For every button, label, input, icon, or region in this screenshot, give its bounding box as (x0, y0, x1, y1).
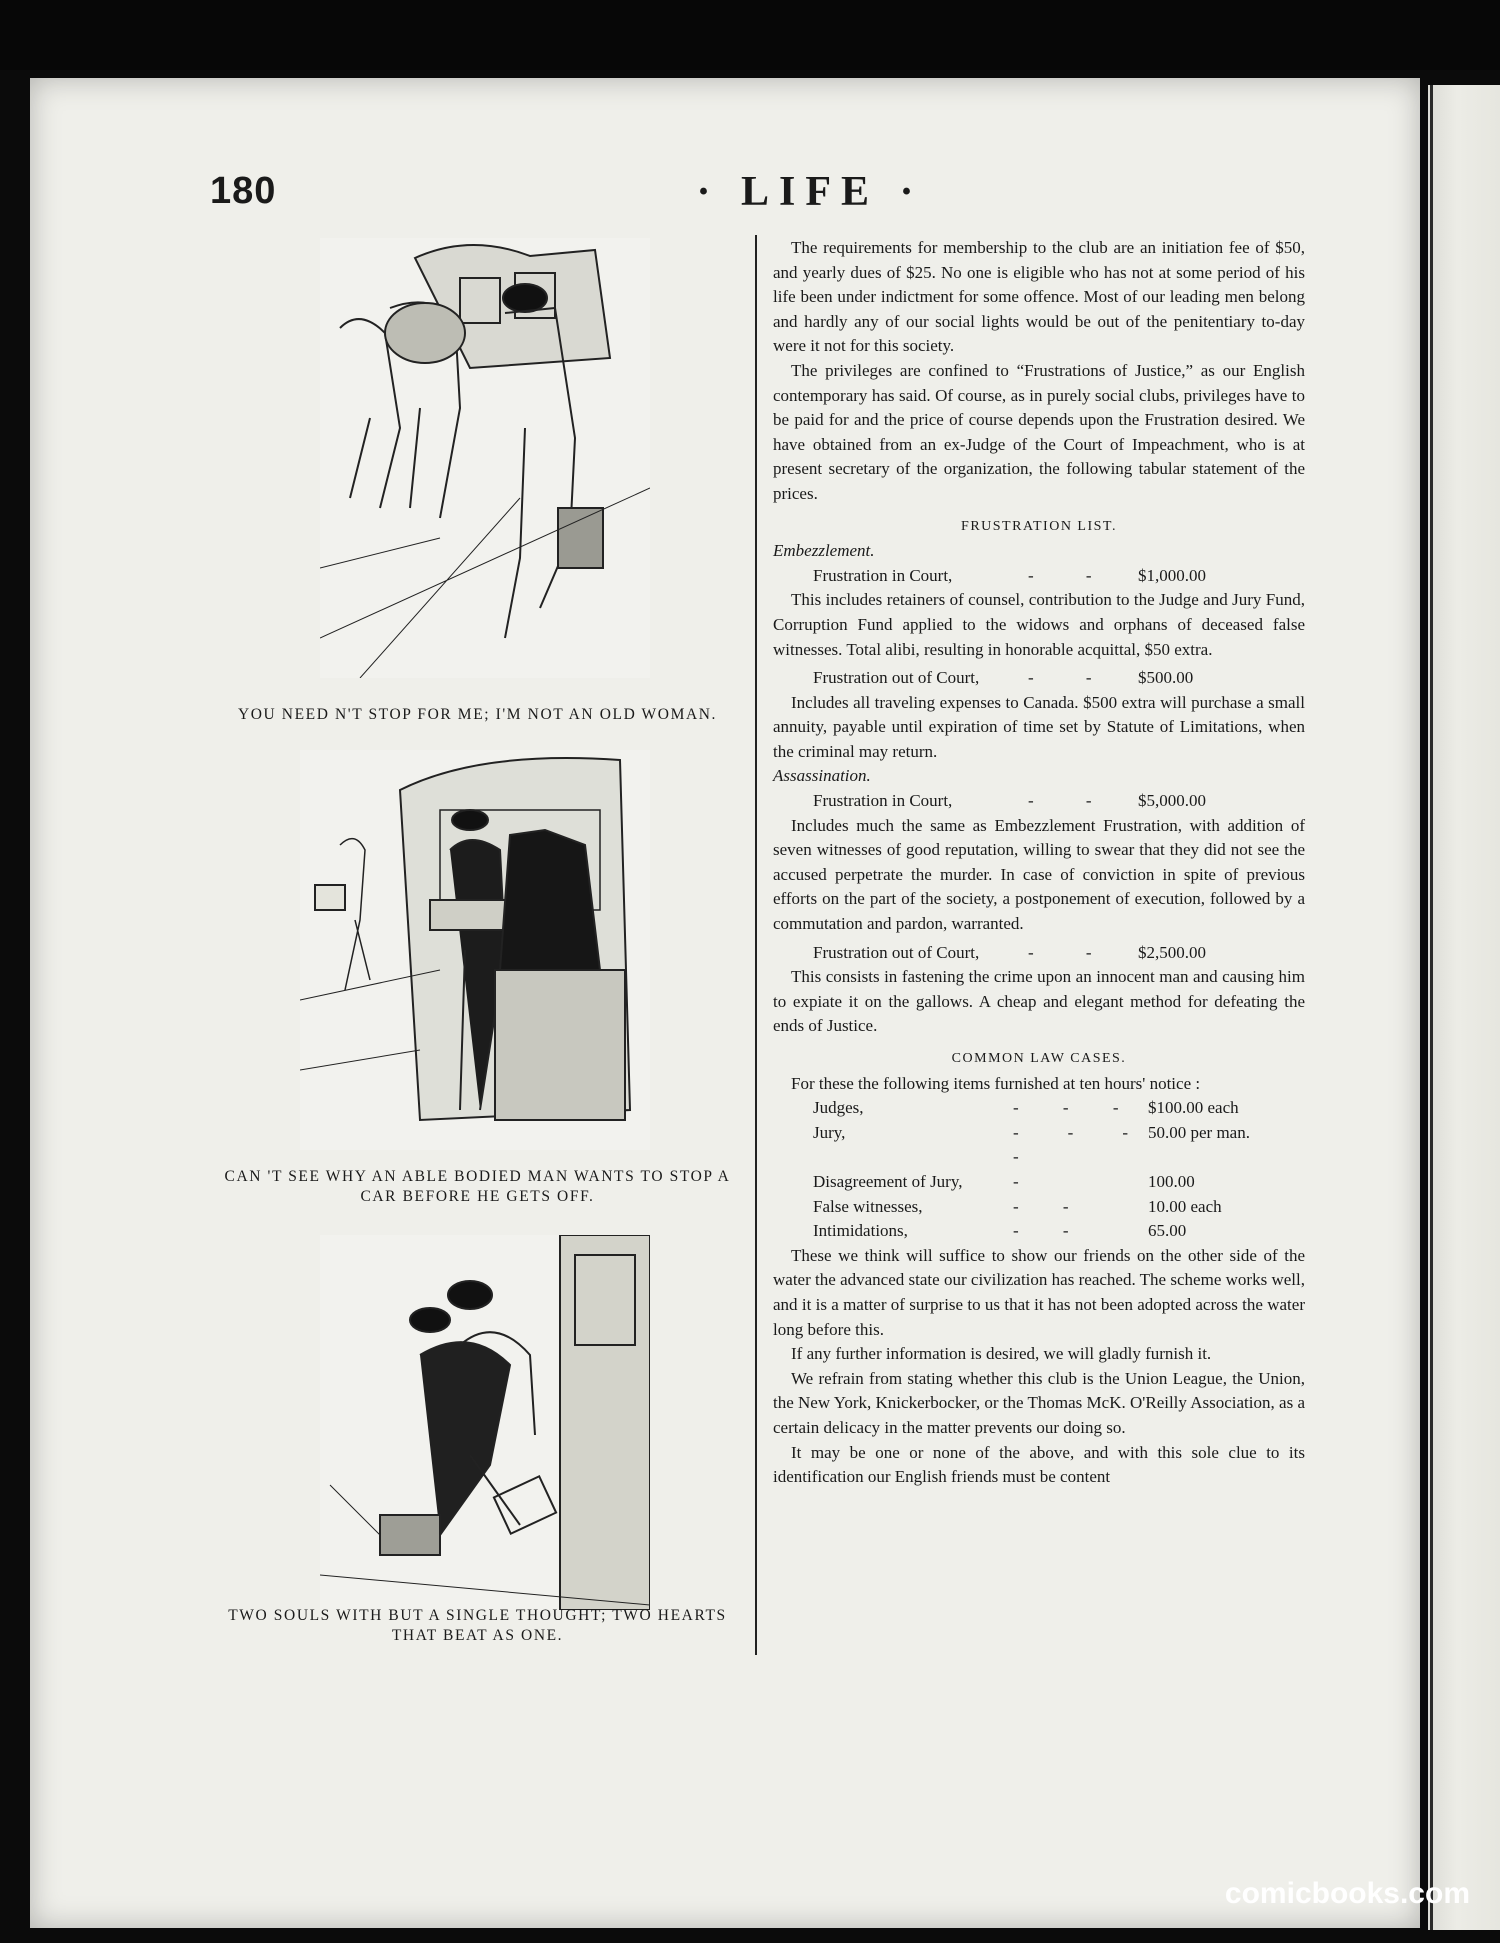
item-row (813, 1219, 1305, 1244)
illustration-collision (320, 1235, 650, 1610)
price-amount: $5,000.00 (1138, 791, 1206, 811)
article-paragraph: We refrain from stating whether this club is the Union League, the Union, the New York, Knickerbocker, or the Thomas McK. O'Reilly Association, as a certain delicacy in the matter prevents our doing so. (773, 1368, 1305, 1437)
subheading-assassination: Assassination. (773, 766, 871, 786)
article-paragraph: These we think will suffice to show our friends on the other side of the water the advanced state our civilization has reached. The scheme works well, and it is a matter of surprise to us that it has not been adopted across the water long before this. (773, 1245, 1305, 1339)
column-divider (755, 235, 757, 1655)
item-amount: 65.00 (1148, 1221, 1187, 1241)
price-label: Frustration in Court, (813, 565, 953, 585)
price-dashes: - - (1028, 791, 1116, 811)
price-dashes: - - (1028, 668, 1116, 688)
common-law-intro: For these the following items furnished at ten hours' notice : (791, 1073, 1201, 1093)
price-row (773, 941, 1305, 966)
item-dashes: - - (1013, 1196, 1089, 1216)
common-law-items (773, 1096, 1305, 1244)
article-paragraph: It may be one or none of the above, and with this sole clue to its identification our English friends must be content (773, 1442, 1305, 1487)
article-paragraph: Includes all traveling expenses to Canada. $500 extra will purchase a small annuity, payable until expiration of time set by Statute of Limitations, when the criminal may return. (773, 692, 1305, 761)
collision-drawing (320, 1235, 650, 1610)
price-row (773, 789, 1305, 814)
illustration-car-platform (300, 750, 650, 1150)
price-label: Frustration out of Court, (813, 942, 980, 962)
item-row (813, 1170, 1305, 1195)
item-row (813, 1195, 1305, 1220)
item-dashes: - - (1013, 1221, 1089, 1241)
price-amount: $500.00 (1138, 668, 1194, 688)
illustration-horse-car (320, 238, 650, 678)
item-label: Judges, (813, 1098, 864, 1118)
item-amount: 10.00 each (1148, 1196, 1222, 1216)
article-paragraph: Includes much the same as Embezzlement Frustration, with addition of seven witnesses of good reputation, willing to swear that they did not see the accused perpetrate the murder. In case of conviction in spite of previous efforts on the part of the society, a postponement of execution, followed by a commutation and pardon, warranted. (773, 815, 1305, 934)
price-label: Frustration out of Court, (813, 668, 980, 688)
item-label: Disagreement of Jury, (813, 1171, 963, 1191)
price-dashes: - - (1028, 942, 1116, 962)
page-number: 180 (210, 170, 277, 212)
subheading-embezzlement: Embezzlement. (773, 541, 875, 561)
price-label: Frustration in Court, (813, 791, 953, 811)
article-column (773, 236, 1305, 1490)
caption-3: TWO SOULS WITH BUT A SINGLE THOUGHT; TWO HEARTS THAT BEAT AS ONE. (228, 1607, 727, 1644)
site-watermark: comicbooks.com (1224, 1877, 1470, 1910)
price-dashes: - - (1028, 565, 1116, 585)
price-amount: $1,000.00 (1138, 565, 1206, 585)
price-row (773, 564, 1305, 589)
item-row (813, 1096, 1305, 1121)
article-paragraph: The privileges are confined to “Frustrations of Justice,” as our English contemporary has said. Of course, as in purely social clubs, privileges have to be paid for and the price of course depends upon the Frustration desired. We have obtained from an ex-Judge of the Court of Impeachment, who is at present secretary of the organization, the following tabular statement of the prices. (773, 360, 1305, 503)
section-heading-frustration: FRUSTRATION LIST. (961, 518, 1117, 534)
item-amount: 50.00 per man. (1148, 1122, 1250, 1142)
horse-car-drawing (320, 238, 650, 678)
item-dashes: - - - - (1013, 1122, 1148, 1167)
price-amount: $2,500.00 (1138, 942, 1206, 962)
item-label: Intimidations, (813, 1221, 908, 1241)
item-dashes: - (1013, 1171, 1039, 1191)
item-label: False witnesses, (813, 1196, 923, 1216)
caption-1: YOU NEED N'T STOP FOR ME; I'M NOT AN OLD WOMAN. (237, 706, 718, 723)
section-heading-common-law: COMMON LAW CASES. (951, 1051, 1127, 1066)
item-amount: $100.00 each (1148, 1098, 1239, 1118)
caption-2: CAN 'T SEE WHY AN ABLE BODIED MAN WANTS TO STOP A CAR BEFORE HE GETS OFF. (224, 1168, 731, 1205)
car-platform-drawing (300, 750, 650, 1150)
article-paragraph: This consists in fastening the crime upon an innocent man and causing him to expiate it on the gallows. A cheap and elegant method for defeating the ends of Justice. (773, 967, 1305, 1036)
item-label: Jury, (813, 1122, 846, 1142)
article-paragraph: The requirements for membership to the club are an initiation fee of $50, and yearly dues of $25. No one is eligible who has not at some period of his life been under indictment for some offence. Most of our leading men belong and hardly any of our social lights would be out of the penitentiary to-day were it not for this society. (773, 238, 1305, 356)
item-row (813, 1121, 1305, 1170)
scan-border-top (0, 0, 1500, 70)
adjacent-page-edge (1428, 85, 1500, 1930)
article-paragraph: This includes retainers of counsel, contribution to the Judge and Jury Fund, Corruption Fund applied to the widows and orphans of deceased false witnesses. Total alibi, resulting in honorable acquittal, $50 extra. (773, 590, 1305, 659)
article-paragraph: If any further information is desired, we will gladly furnish it. (791, 1344, 1212, 1364)
item-dashes: - - - (1013, 1098, 1139, 1118)
item-amount: 100.00 (1148, 1171, 1195, 1191)
masthead-title: · LIFE · (696, 169, 924, 215)
price-row (773, 666, 1305, 691)
